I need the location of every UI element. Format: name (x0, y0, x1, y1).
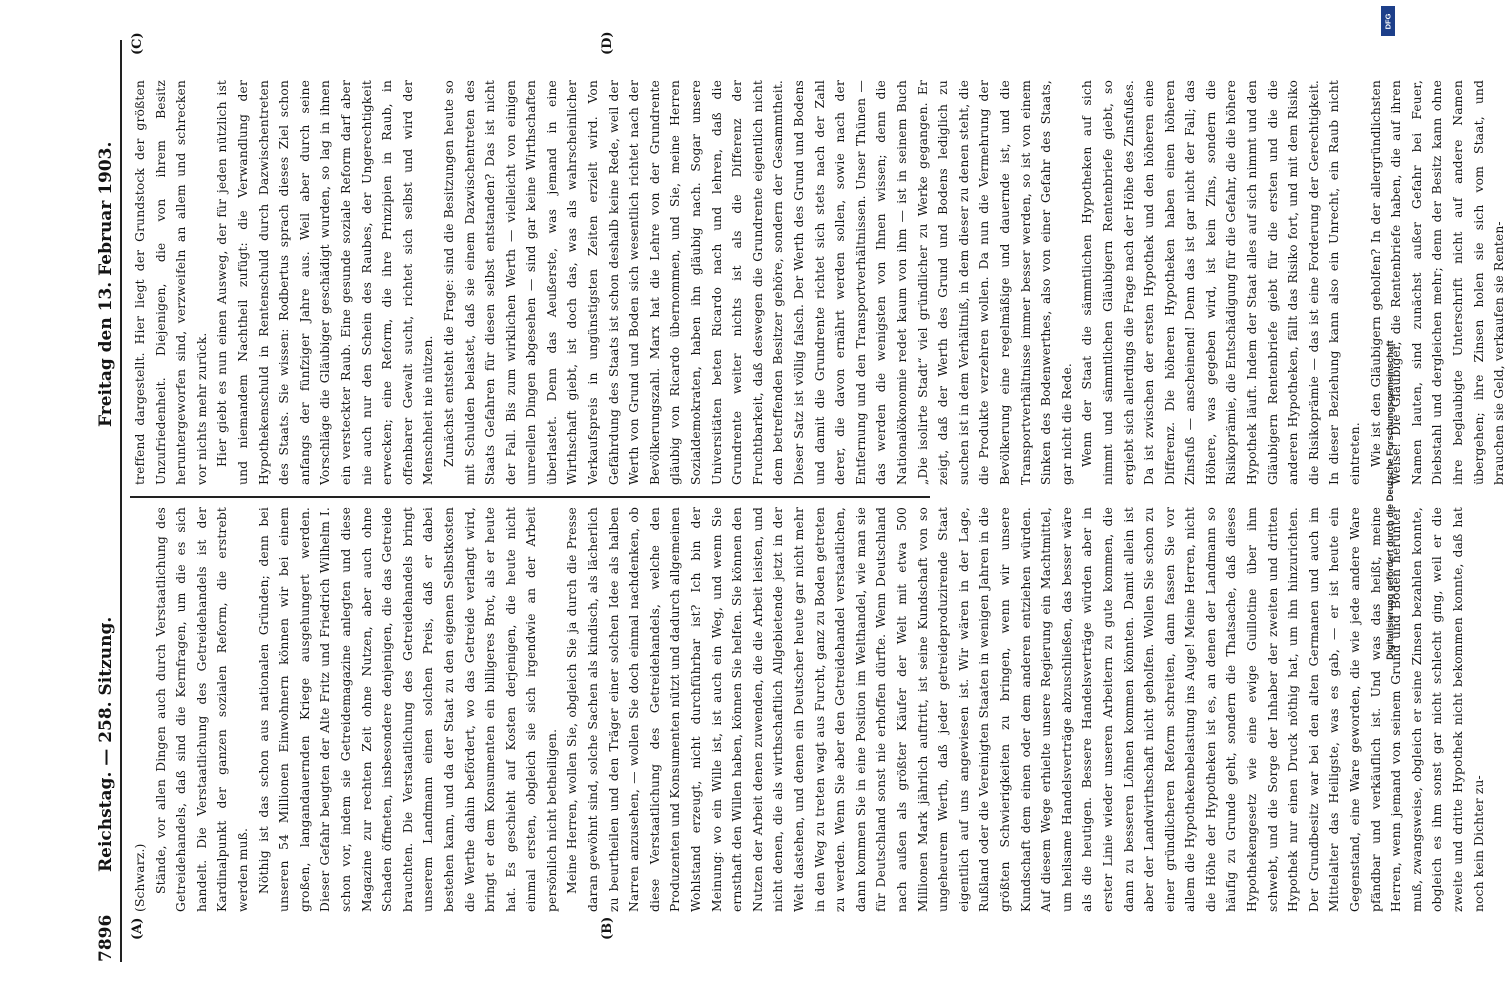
paragraph: treffend dargestellt. Hier liegt der Grundstock der größten Unzufriedenheit. Diejenigen, die von ihrem Besitz heruntergeworfen sind, verzweifeln an allem und schrecken vor nichts mehr zurück. (133, 80, 209, 485)
page-number: 7896 (96, 914, 116, 962)
header-rule (120, 40, 122, 962)
digitization-credit (1384, 0, 1397, 1000)
page-header (96, 40, 120, 962)
left-column (130, 507, 1486, 912)
paragraph: Wie ist den Gläubigern geholfen? In der allergründlichsten Weise! Die Gläubiger, die Rentenbriefe haben, die auf ihren Namen lauten, sind zunächst außer Gefahr bei Feuer, Diebstahl und dergleichen mehr; denn der Besitz kann ohne ihre beglaubigte Unterschrift nicht auf andere Namen übergehen; ihre Zinsen holen sie sich vom Staat, und brauchen sie Geld, verkaufen sie Renten- (1368, 80, 1507, 485)
dfg-logo-text: DFG (1383, 13, 1393, 30)
margin-letter-c: (C) (130, 32, 145, 55)
speaker-note: (Schwarz.) (133, 843, 147, 912)
paragraph: Zunächst entsteht die Frage: sind die Besitzungen heute so mit Schulden belastet, daß sie einem Dazwischentreten des Staats Gefahren für diesen selbst entstanden? Das ist nicht der Fall. Bis zum wirklichen Werth — vielleicht von einigen unreellen Dingen abgesehen — sind gar keine Wirthschaften überlastet. Denn das Aeußerste, was jemand in eine Wirthschaft giebt, ist doch das, was als wahrscheinlicher Verkaufspreis in ungünstigsten Zeiten erzielt wird. Von Gefährdung des Staats ist schon deshalb keine Rede, weil der Werth von Grund und Boden sich wesentlich richtet nach der Bevölkerungszahl. Marx hat die Lehre von der Grundrente gläubig von Ricardo übernommen, und Sie, meine Herren Sozialdemokraten, haben ihn gläubig nach. Sogar unsere Universitäten beten Ricardo nach und lehren, daß die Grundrente weiter nichts ist als die Differenz der Fruchtbarkeit, daß deswegen die Grundrente eigentlich nicht dem betreffenden Besitzer gehöre, sondern der Gesammtheit. Dieser Satz ist völlig falsch. Der Werth des Grund und Bodens und damit die Grundrente richtet sich stets nach der Zahl derer, die davon ernährt werden sollen, sowie nach der Entfernung und den Transportverhältnissen. Unser Thünen — das werden die wenigsten von Ihnen wissen; denn die Nationalökonomie redet kaum von ihm — ist in seinem Buch „Die isolirte Stadt“ viel gründlicher zu Werke gegangen. Er zeigt, daß der Werth des Grund und Bodens lediglich zu suchen ist in dem Verhältniß, in dem dieser zu denen steht, die die Produkte verzehren wollen. Da nun die Vermehrung der Bevölkerung eine regelmäßige und dauernde ist, und die Transportverhältnisse immer besser werden, so ist von einem Sinken des Bodenwerthes, also von einer Gefahr des Staats, gar nicht die Rede. (441, 80, 1074, 485)
margin-letter-b: (B) (600, 916, 615, 940)
paragraph: Hier giebt es nun einen Ausweg, der für jeden nützlich ist und niemandem Nachtheil zufügt: die Verwandlung der Hypothekenschuld in Rentenschuld durch Dazwischentreten des Staats. Sie wissen: Rodbertus sprach dieses Ziel schon anfangs der fünfziger Jahre aus. Weil aber durch seine Vorschläge die Gläubiger geschädigt wurden, so lag in ihnen ein versteckter Raub. Eine gesunde soziale Reform darf aber nie auch nur den Schein des Raubes, der Ungerechtigkeit erwecken; eine Reform, die ihre Prinzipien in Raub, in offenbarer Gewalt sucht, richtet sich selbst und wird der Menschheit nie nützen. (215, 80, 436, 485)
margin-letter-a: (A) (130, 917, 145, 940)
paragraph: Stände, vor allen Dingen auch durch Verstaatlichung des Getreidehandels, daß sind die Kernfragen, um die es sich handelt. Die Verstaatlichung des Getreidehandels ist der Kardinalpunkt der ganzen sozialen Reform, die erstrebt werden muß. (153, 507, 250, 912)
paragraph: Nöthig ist das schon aus nationalen Gründen; denn bei unseren 54 Millionen Einwohnern können wir bei einem großen, langandauernden Kriege ausgehungert werden. Dieser Gefahr beugten der Alte Fritz und Friedrich Wilhelm I. schon vor, indem sie Getreidemagazine anlegten und diese Magazine zur rechten Zeit ohne Nutzen, aber auch ohne Schaden öffneten, insbesondere denjenigen, die das Getreide brauchten. Die Verstaatlichung des Getreidehandels bringt unserem Landmann einen solchen Preis, daß er dabei bestehen kann, und da der Staat zu den eigenen Selbstkosten die Werthe dahin befördert, wo das Getreide verlangt wird, bringt er dem Konsumenten ein billigeres Brot, als er heute hat. Es geschieht auf Kosten derjenigen, die heute nicht einmal ersten, obgleich sie sich irgendwie an der Arbeit persönlich nicht betheiligen. (256, 507, 559, 912)
right-column (130, 80, 1507, 485)
margin-letter-d: (D) (600, 31, 615, 55)
credit-text: Digitalisierung gefördert durch die Deutsche Forschungsgemeinschaft (1385, 340, 1396, 660)
paragraph: Wenn der Staat die sämmtlichen Hypotheken auf sich nimmt und sämmtlichen Gläubigern Rentenbriefe giebt, so ergiebt sich allerdings die Frage nach der Höhe des Zinsfußes. Da ist zwischen der ersten Hypothek und den höheren eine Differenz. Die höheren Hypotheken haben einen höheren Zinsfuß — anscheinend! Denn das ist gar nicht der Fall; das Höhere, was gegeben wird, ist kein Zins, sondern die Risikoprämie, die Entschädigung für die Gefahr, die die höhere Hypothek läuft. Indem der Staat alles auf sich nimmt und den Gläubigern Rentenbriefe giebt für die ersten und die die anderen Hypotheken, fällt das Risiko fort, und mit dem Risiko die Risikoprämie — das ist eine Forderung der Gerechtigkeit. In dieser Beziehung kann also ein Unrecht, ein Raub nicht eintreten. (1080, 80, 1363, 485)
dfg-logo (1381, 6, 1395, 36)
paragraph: Meine Herren, wollen Sie, obgleich Sie ja durch die Presse daran gewöhnt sind, solche Sachen als kindisch, als lächerlich zu beurtheilen und den Träger einer solchen Idee als halben Narren anzusehen, — wollen Sie doch einmal nachdenken, ob diese Verstaatlichung des Getreidehandels, welche den Produzenten und Konsumenten nützt und dadurch allgemeinen Wohlstand erzeugt, nicht durchführbar ist? Ich bin der Meinung: wo ein Wille ist, ist auch ein Weg, und wenn Sie ernsthaft den Willen haben, können Sie helfen. Sie können den Nutzen der Arbeit denen zuwenden, die die Arbeit leisten, und nicht denen, die als wirthschaftlich Allgebietende jetzt in der Welt dastehen, und denen ein Deutscher heute gar nicht mehr in den Weg zu treten wagt aus Furcht, ganz zu Boden getreten zu werden. Wenn Sie aber den Getreidehandel verstaatlichen, dann kommen Sie in eine Position im Welthandel, wie man sie für Deutschland sonst nie erhoffen dürfte. Wenn Deutschland nach außen als größter Käufer der Welt mit etwa 500 Millionen Mark jährlich auftritt, ist seine Kundschaft von so ungeheurem Werth, daß jeder getreideproduzirende Staat eigentlich auf uns angewiesen ist. Wir wären in der Lage, Rußland oder die Vereinigten Staaten in wenigen Jahren in die größten Schwierigkeiten zu bringen, wenn wir unsere Kundschaft dem einen oder dem anderen entziehen würden. Auf diesem Wege erhielte unsere Regierung ein Machtmittel, um heilsame Handelsverträge abzuschließen, das besser wäre als die heutigen. Bessere Handelsverträge würden aber in erster Linie wieder unseren Arbeitern zu gute kommen, die dann zu besseren Löhnen kommen könnten. Damit allein ist aber der Landwirthschaft nicht geholfen. Wollen Sie schon zu einer gründlicheren Reform schreiten, dann fassen Sie vor allem die Hypothekenbelastung ins Auge! Meine Herren, nicht die Höhe der Hypotheken ist es, an denen der Landmann so häufig zu Grunde geht, sondern die Thatsache, daß dieses Hypothekengesetz wie eine ewige Guillotine über ihm schwebt, und die Sorge der Inhaber der zweiten und dritten Hypothek nur einen Druck nöthig hat, um ihn hinzurichten. Der Grundbesitz war bei den alten Germanen und auch im Mittelalter das Heiligste, was es gab, — er ist heute ein Gegenstand, eine Ware geworden, die wie jede andere Ware pfändbar und verkäuflich ist. Und was das heißt, meine Herren, wenn jemand von seinem Grund und Boden herunter muß, zwangsweise, obgleich er seine Zinsen bezahlen konnte, obgleich es ihm sonst gar nicht schlecht ging, weil er die zweite und dritte Hypothek nicht bekommen konnte, daß hat noch kein Dichter zu- (565, 507, 1486, 912)
header-date: Freitag den 13. Februar 1903. (96, 141, 116, 427)
column-divider (130, 496, 930, 498)
header-session: Reichstag. — 258. Sitzung. (96, 616, 116, 872)
